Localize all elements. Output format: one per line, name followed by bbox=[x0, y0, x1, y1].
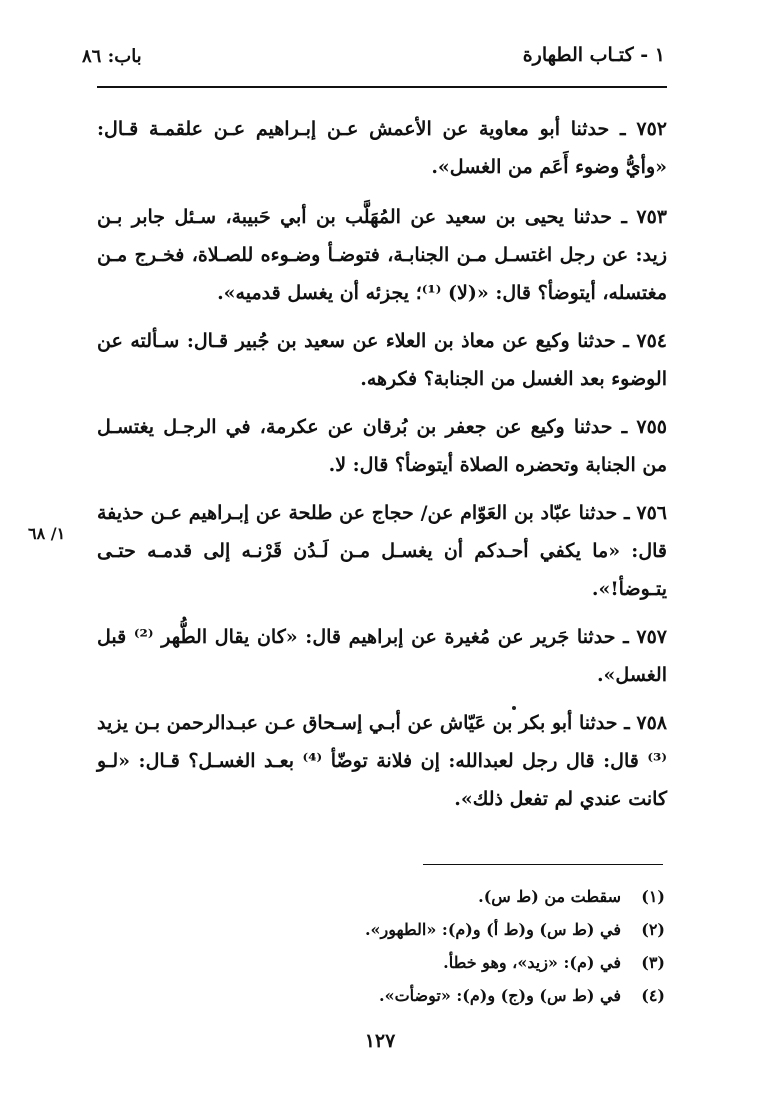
footnotes bbox=[145, 880, 665, 1012]
footnote-2 bbox=[145, 913, 665, 946]
footnote-divider bbox=[423, 864, 663, 865]
hadith-758: ٧٥٨ ـ حدثنا أبو بكر بن عَيّاش عن أبـي إسـحاق عـن عبـدالرحمن بـن يزيد ⁽³⁾ قال: قال رجل لعبدالله: إن فلانة توضّأ ⁽⁴⁾ بعـد الغسـل؟ قـال: «لـو كانت عندي لم تفعل ذلك». bbox=[97, 712, 667, 810]
running-head-chapter: باب: ٨٦ bbox=[82, 46, 142, 67]
footnote-1 bbox=[145, 880, 665, 913]
footnote-3 bbox=[145, 946, 665, 979]
footnote-number: (٢) bbox=[641, 920, 665, 939]
hadith-757: ٧٥٧ ـ حدثنا جَرير عن مُغيرة عن إبراهيم قال: «كان يقال الطُّهر ⁽²⁾ قبل الغسل». bbox=[97, 626, 667, 686]
footnote-text: في (ط س) و(ج) و(م): «توضأت». bbox=[379, 986, 621, 1005]
footnote-number: (٤) bbox=[641, 986, 665, 1005]
footnote-text: في (م): «زيد»، وهو خطأ. bbox=[443, 953, 621, 972]
print-speck bbox=[512, 706, 516, 710]
header-divider bbox=[97, 86, 667, 88]
hadith-752: ٧٥٢ ـ حدثنا أبو معاوية عن الأعمش عـن إبـراهيم عـن علقمـة قـال: «وأيُّ وضوء أَعَم من الغسل». bbox=[97, 118, 667, 178]
hadith-756: ٧٥٦ ـ حدثنا عبّاد بن العَوّام عن/ حجاج عن طلحة عن إبـراهيم عـن حذيفة قال: «ما يكفي أحـدكم أن يغسـل مـن لَـدُن قَرْنـه إلى قدمـه حتـى يتـوضأ!». bbox=[97, 502, 667, 600]
manuscript-folio-note: ١/ ٦٨ bbox=[28, 524, 66, 543]
hadith-755: ٧٥٥ ـ حدثنا وكيع عن جعفر بن بُرقان عن عكرمة، في الرجـل يغتسـل من الجنابة وتحضره الصلاة أيتوضأ؟ قال: لا. bbox=[97, 416, 667, 476]
hadith-body bbox=[97, 110, 667, 828]
footnote-text: في (ط س) و(ط أ) و(م): «الطهور». bbox=[364, 920, 621, 939]
running-head-book-title: ١ - كتـاب الطهارة bbox=[522, 44, 665, 66]
footnote-text: سقطت من (ط س). bbox=[478, 887, 621, 906]
footnote-number: (١) bbox=[641, 887, 665, 906]
footnote-number: (٣) bbox=[641, 953, 665, 972]
page-number: ١٢٧ bbox=[364, 1030, 396, 1052]
hadith-754: ٧٥٤ ـ حدثنا وكيع عن معاذ بن العلاء عن سعيد بن جُبير قـال: سـألته عن الوضوء بعد الغسل من الجنابة؟ فكرهه. bbox=[97, 330, 667, 390]
hadith-753: ٧٥٣ ـ حدثنا يحيى بن سعيد عن المُهَلَّب بن أبي حَبيبة، سـئل جابر بـن زيد: عن رجل اغتسـل مـن الجنابـة، فتوضـأ وضـوءه للصـلاة، فخـرج مـن مغتسله، أيتوضأ؟ قال: «(لا) ⁽¹⁾؛ يجزئه أن يغسل قدميه». bbox=[97, 206, 667, 304]
footnote-4 bbox=[145, 979, 665, 1012]
